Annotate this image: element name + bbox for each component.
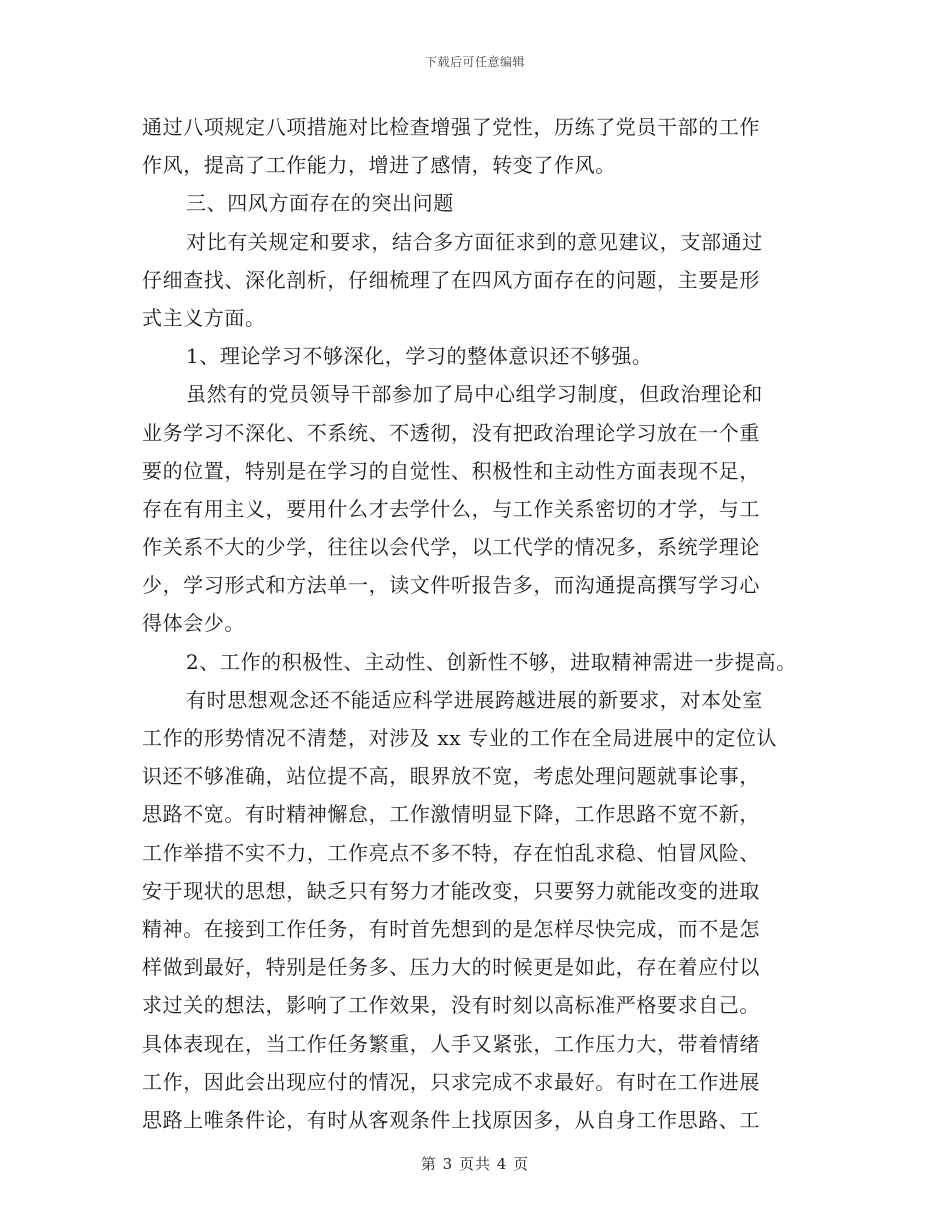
- text-line: 作风，提高了工作能力，增进了感情，转变了作风。: [142, 153, 616, 178]
- text-line: 识还不够准确，站位提不高，眼界放不宽，考虑处理问题就事论事，: [142, 764, 760, 789]
- text-line: 安于现状的思想，缺乏只有努力才能改变，只要努力就能改变的进取: [142, 878, 760, 903]
- body-text: [142, 108, 822, 1139]
- text-line: 得体会少。: [142, 611, 245, 636]
- text-line: 少，学习形式和方法单一，读文件听报告多，而沟通提高撰写学习心: [142, 573, 760, 598]
- text-line: 业务学习不深化、不系统、不透彻，没有把政治理论学习放在一个重: [142, 420, 760, 445]
- text-line: 样做到最好，特别是任务多、压力大的时候更是如此，存在着应付以: [142, 955, 760, 980]
- text-line: 精神。在接到工作任务，有时首先想到的是怎样尽快完成，而不是怎: [142, 916, 760, 941]
- text-line: 思路上唯条件论，有时从客观条件上找原因多，从自身工作思路、工: [142, 1107, 760, 1132]
- section-heading: 三、四风方面存在的突出问题: [186, 191, 454, 216]
- page-header: 下载后可任意编辑: [424, 55, 525, 69]
- text-line: 工作，因此会出现应付的情况，只求完成不求最好。有时在工作进展: [142, 1069, 760, 1094]
- text-line: 求过关的想法，影响了工作效果，没有时刻以高标准严格要求自己。: [142, 993, 760, 1018]
- subsection-heading: 2、工作的积极性、主动性、创新性不够，进取精神需进一步提高。: [186, 649, 797, 674]
- text-line: 仔细查找、深化剖析，仔细梳理了在四风方面存在的问题，主要是形: [142, 267, 760, 292]
- page-footer: 第 3 页共 4 页: [420, 1155, 530, 1173]
- text-line: 作关系不大的少学，往往以会代学，以工代学的情况多，系统学理论: [142, 535, 760, 560]
- text-line: 对比有关规定和要求，结合多方面征求到的意见建议，支部通过: [186, 229, 763, 254]
- text-line: 工作的形势情况不清楚，对涉及 xx 专业的工作在全局进展中的定位认: [142, 726, 778, 750]
- text-line: 具体表现在，当工作任务繁重，人手又紧张，工作压力大，带着情绪: [142, 1031, 760, 1056]
- text-line: 存在有用主义，要用什么才去学什么，与工作关系密切的才学，与工: [142, 496, 760, 521]
- text-line: 式主义方面。: [142, 305, 266, 330]
- subsection-heading: 1、理论学习不够深化，学习的整体意识还不够强。: [186, 344, 653, 369]
- text-line: 虽然有的党员领导干部参加了局中心组学习制度，但政治理论和: [186, 382, 763, 407]
- text-line: 有时思想观念还不能适应科学进展跨越进展的新要求，对本处室: [186, 687, 763, 712]
- text-line: 要的位置，特别是在学习的自觉性、积极性和主动性方面表现不足，: [142, 458, 760, 483]
- text-line: 通过八项规定八项措施对比检查增强了党性，历练了党员干部的工作: [142, 115, 760, 139]
- text-line: 思路不宽。有时精神懈怠，工作激情明显下降，工作思路不宽不新，: [142, 802, 760, 827]
- text-line: 工作举措不实不力，工作亮点不多不特，存在怕乱求稳、怕冒风险、: [142, 840, 760, 865]
